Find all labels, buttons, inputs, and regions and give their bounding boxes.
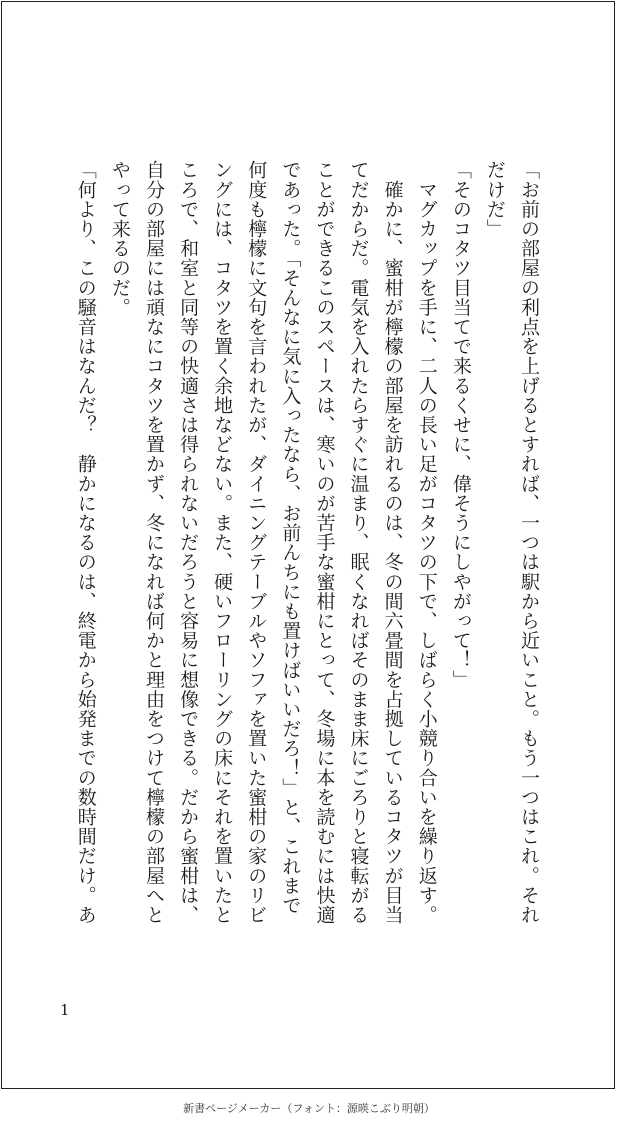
paragraph: 確かに、蜜柑が檸檬の部屋を訪れるのは、冬の間六畳間を占拠しているコタツが目当てだからだ。電気を入れたらすぐに温まり、眠くなればそのまま床にごろりと寝転がることができるこのスペースは、寒いのが苦手な蜜柑にとって、冬場に本を読むには快適であった。「そんなに気に入ったなら、お前んちにも置けばいいだろ！」と、これまで何度も檸檬に文句を言われたが、ダイニングテーブルやソファを置いた蜜柑の家のリビングには、コタツを置く余地などない。また、硬いフローリングの床にそれを置いたところで、和室と同等の快適さは得られないだろうと容易に想像できる。だから蜜柑は、自分の部屋には頑なにコタツを置かず、冬になれば何かと理由をつけて檸檬の部屋へとやって来るのだ。	[108, 160, 404, 925]
paragraph: 「お前の部屋の利点を上げるとすれば、一つは駅から近いこと。もう一つはこれ。それだけだ」	[483, 160, 540, 925]
paragraph: 「何より、この騒音はなんだ？ 静かになるのは、終電から始発までの数時間だけ。あ	[74, 160, 97, 925]
page-number: 1	[60, 1001, 70, 1019]
vertical-body-text	[66, 160, 546, 930]
page-frame	[1, 1, 615, 1089]
paragraph: マグカップを手に、二人の長い足がコタツの下で、しばらく小競り合いを繰り返す。	[415, 160, 438, 925]
paragraph: 「そのコタツ目当てで来るくせに、偉そうにしやがって！」	[449, 160, 472, 690]
footer-credit: 新書ページメーカー（フォント：源暎こぶり明朝）	[183, 1102, 435, 1115]
